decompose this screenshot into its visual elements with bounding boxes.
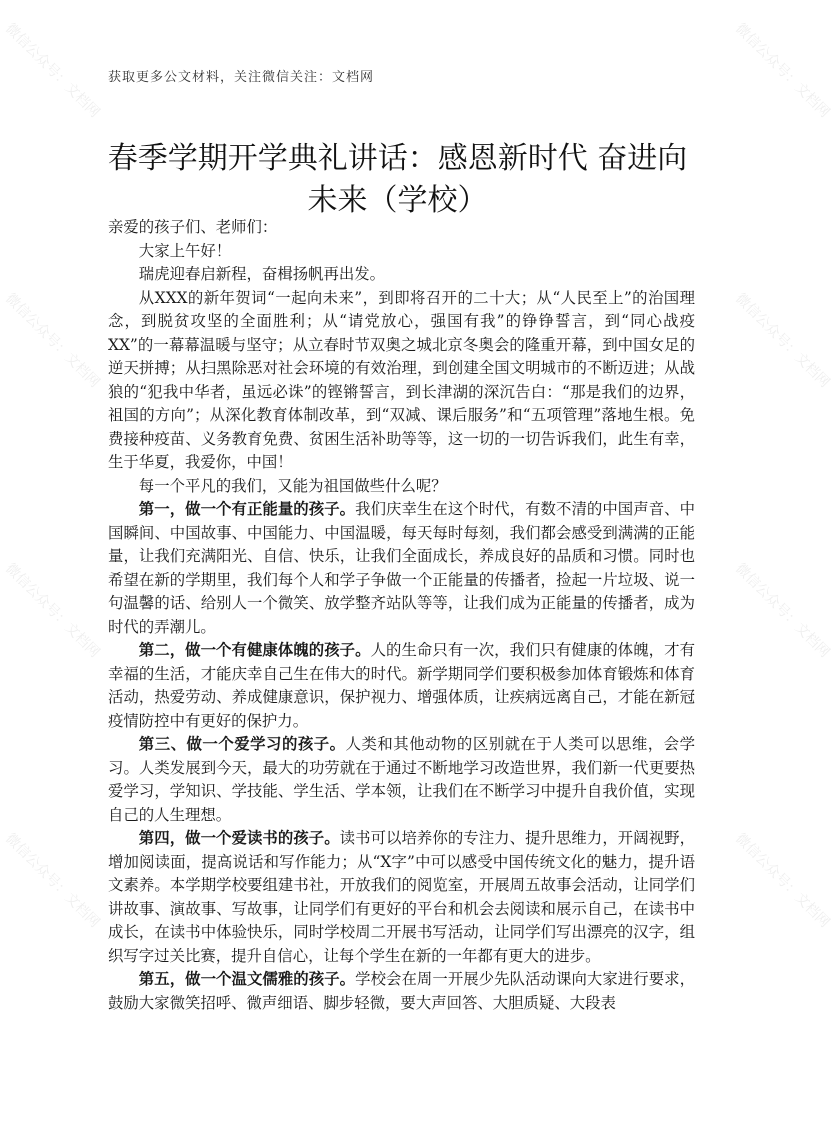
greeting: 大家上午好！: [138, 241, 232, 260]
section-text: 读书可以培养你的专注力、提升思维力，开阔视野，增加阅读面，提高说话和写作能力；从“X字”中可以感受中国传统文化的魅力，提升语文素养。本学期学校要组建书社，开放我们的阅览室，开展周五故事会活动，让同学们讲故事、演故事、写故事，让同学们有更好的平台和机会去阅读和展示自己，在读书中成长，在读书中体验快乐，同时学校周二开展书写活动，让同学们写出漂亮的汉字，组织写字过关比赛，提升自信心，让每个学生在新的一年都有更大的进步。: [108, 829, 695, 965]
section-heading: 第四，做一个爱读书的孩子。: [138, 829, 340, 847]
section-heading: 第五，做一个温文儒雅的孩子。: [138, 970, 356, 988]
watermark: 微信公众号：文档网: [732, 290, 833, 391]
document-body: [108, 216, 695, 1015]
watermark: 微信公众号：文档网: [732, 560, 833, 661]
paragraph: [108, 733, 695, 827]
page-title: [100, 138, 695, 222]
section-heading: 第三、做一个爱学习的孩子。: [138, 735, 346, 753]
paragraph: 瑞虎迎春启新程，奋楫扬帆再出发。: [138, 265, 386, 283]
paragraph: 每一个平凡的我们，又能为祖国做些什么呢？: [138, 476, 447, 495]
watermark: 微信公众号：文档网: [2, 830, 103, 931]
section-text: 学校会在周一开展少先队活动课向大家进行要求，鼓励大家微笑招呼、微声细语、脚步轻微，要大声回答、大胆质疑、大段表: [108, 970, 695, 1012]
paragraph: [108, 827, 695, 968]
salutation: 亲爱的孩子们、老师们：: [108, 218, 278, 236]
watermark: 微信公众号：文档网: [732, 830, 833, 931]
watermark: 微信公众号：文档网: [2, 20, 103, 121]
paragraph: 从XXX的新年贺词“一起向未来”，到即将召开的二十大；从“人民至上”的治国理念，到脱贫攻坚的全面胜利；从“请党放心，强国有我”的铮铮誓言，到“同心战疫XX”的一幕幕温暖与坚守；从立春时节双奥之城北京冬奥会的隆重开幕，到中国女足的逆天拼搏；从扫黑除恶对社会环境的有效治理，到创建全国文明城市的不断迈进；从战狼的“犯我中华者，虽远必诛”的铿锵誓言，到长津湖的深沉告白：“那是我们的边界，祖国的方向”；从深化教育体制改革，到“双减、课后服务”和“五项管理”落地生根。免费接种疫苗、义务教育免费、贫困生活补助等等，这一切的一切告诉我们，此生有幸，生于华夏，我爱你，中国！: [108, 288, 695, 471]
header-note: 获取更多公文材料，关注微信关注：文档网: [108, 70, 375, 85]
paragraph: [108, 498, 695, 639]
title-line-2: 未来（学校）: [307, 183, 488, 218]
title-line-1: 春季学期开学典礼讲话：感恩新时代 奋进向: [107, 141, 688, 176]
section-text: 我们庆幸生在这个时代，有数不清的中国声音、中国瞬间、中国故事、中国能力、中国温暖，每天每时每刻，我们都会感受到满满的正能量，让我们充满阳光、自信、快乐，让我们全面成长，养成良好的品质和习惯。同时也希望在新的学期里，我们每个人和学子争做一个正能量的传播者，捡起一片垃圾、说一句温馨的话、给别人一个微笑、放学整齐站队等等，让我们成为正能量的传播者，成为时代的弄潮儿。: [108, 500, 695, 636]
section-heading: 第一，做一个有正能量的孩子。: [138, 500, 356, 518]
paragraph: [108, 968, 695, 1015]
section-text: 人类和其他动物的区别就在于人类可以思维，会学习。人类发展到今天，最大的功劳就在于通过不断地学习改造世界，我们新一代更要热爱学习，学知识、学技能、学生活、学本领，让我们在不断学习中提升自我价值，实现自己的人生理想。: [108, 735, 695, 824]
section-text: 人的生命只有一次，我们只有健康的体魄，才有幸福的生活，才能庆幸自己生在伟大的时代。新学期同学们要积极参加体育锻炼和体育活动，热爱劳动、养成健康意识，保护视力、增强体质，让疾病远离自己，才能在新冠疫情防控中有更好的保护力。: [108, 641, 695, 730]
paragraph: [108, 639, 695, 733]
section-heading: 第二，做一个有健康体魄的孩子。: [138, 641, 371, 659]
watermark: 微信公众号：文档网: [732, 20, 833, 121]
watermark: 微信公众号：文档网: [2, 290, 103, 391]
watermark: 微信公众号：文档网: [2, 560, 103, 661]
